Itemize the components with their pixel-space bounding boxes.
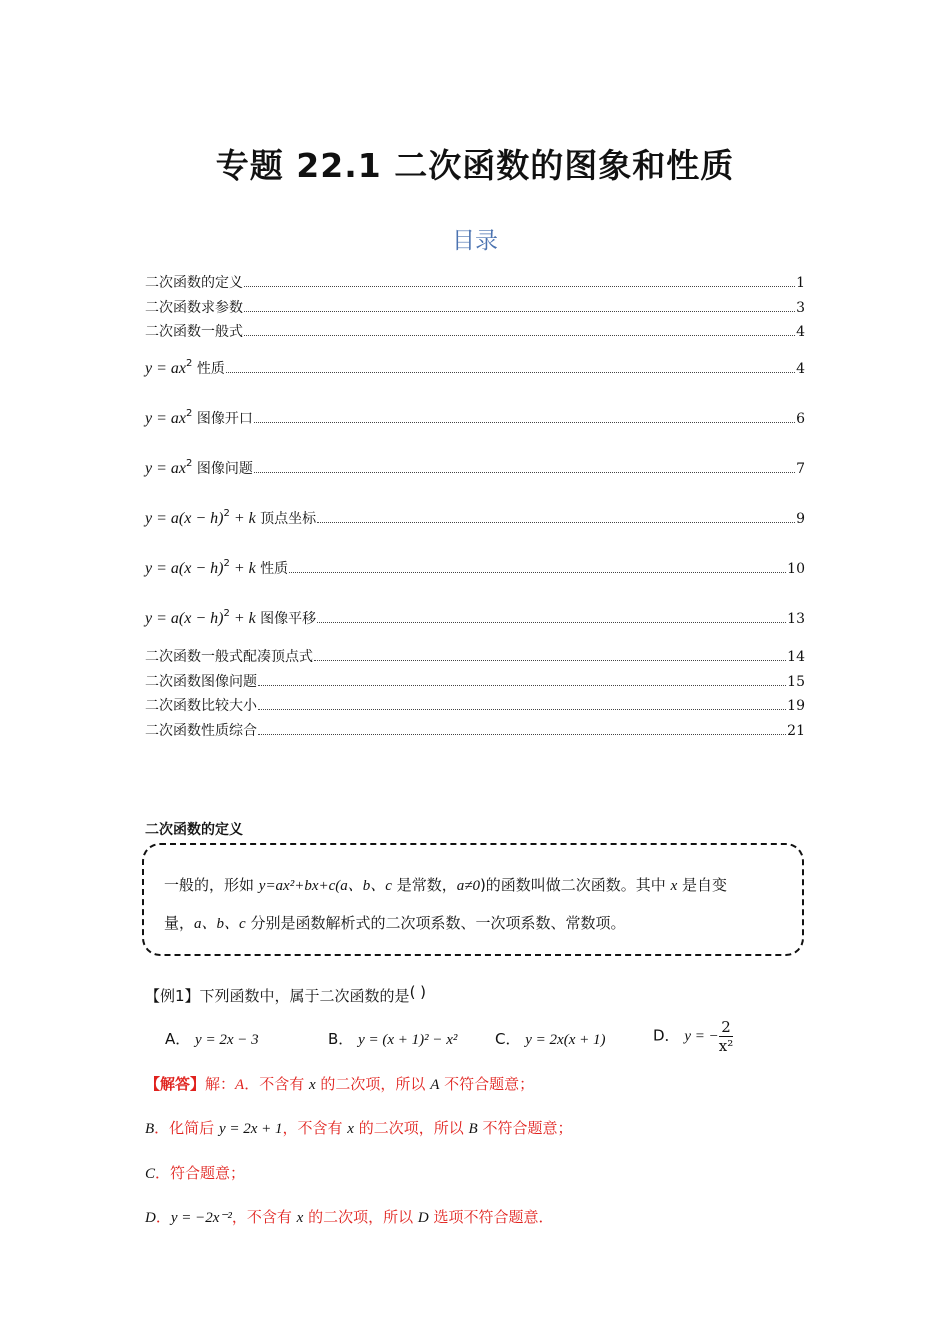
toc-item[interactable]: $y = ax^2$ 图像问题 7: [145, 458, 805, 477]
toc-item[interactable]: 二次函数求参数 3: [145, 300, 805, 316]
option-d[interactable]: D． y = − $\frac{2}{\text{x²}}$: [653, 1018, 734, 1055]
answer-line-b: B．化简后 y = 2x + 1，不含有 x 的二次项，所以 B 不符合题意；: [145, 1119, 573, 1137]
toc-item[interactable]: 二次函数比较大小 19: [145, 698, 805, 714]
example-question: 【例1】下列函数中，属于二次函数的是( ): [145, 983, 427, 1005]
option-c[interactable]: C． y = 2x(x + 1): [495, 1030, 606, 1048]
toc-item[interactable]: $y = ax^2$ 性质 4: [145, 358, 805, 377]
toc-item[interactable]: 二次函数一般式 4: [145, 324, 805, 340]
toc-item[interactable]: 二次函数图像问题 15: [145, 674, 805, 690]
section-heading: 二次函数的定义: [145, 822, 243, 838]
definition-box: 一般的，形如 y=ax²+bx+c(a、b、c 是常数，a≠0)的函数叫做二次函数。其中 x 是自变 量，a、b、c 分别是函数解析式的二次项系数、一次项系数、常数项。: [142, 843, 804, 956]
example-options: [165, 1018, 805, 1062]
toc-item[interactable]: $y = ax^2$ 图像开口 6: [145, 408, 805, 427]
answer-line-d: D．y = −2x⁻²，不含有 x 的二次项，所以 D 选项不符合题意．: [145, 1208, 554, 1226]
toc-item[interactable]: 二次函数一般式配凑顶点式 14: [145, 649, 805, 665]
toc-heading: 目录: [452, 228, 498, 254]
page-title: 专题 22.1 二次函数的图象和性质: [215, 146, 735, 185]
toc-item[interactable]: 二次函数的定义 1: [145, 275, 805, 291]
answer-line-c: C．符合题意；: [145, 1164, 246, 1182]
option-a[interactable]: A． y = 2x − 3: [165, 1030, 259, 1048]
toc-item[interactable]: $y = a(x - h)^2 + k$ 图像平移 13: [145, 608, 805, 627]
toc-item[interactable]: 二次函数性质综合 21: [145, 723, 805, 739]
option-b[interactable]: B． y = (x + 1)² − x²: [328, 1030, 458, 1048]
toc-item[interactable]: $y = a(x - h)^2 + k$ 顶点坐标 9: [145, 508, 805, 527]
answer-line-a: 【解答】解：A．不含有 x 的二次项，所以 A 不符合题意；: [145, 1075, 535, 1093]
toc-item[interactable]: $y = a(x - h)^2 + k$ 性质 10: [145, 558, 805, 577]
